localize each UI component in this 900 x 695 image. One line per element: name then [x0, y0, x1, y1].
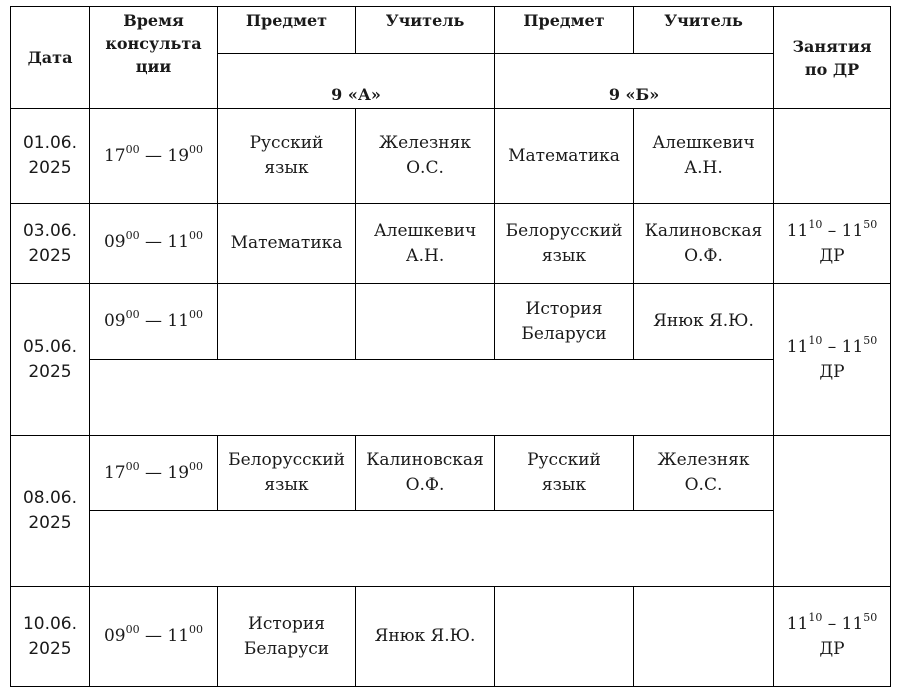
teacher-b-cell: Калиновская О.Ф. [634, 204, 774, 284]
header-class-a: 9 «А» [218, 54, 495, 109]
subject-a-cell: История Беларуси [218, 587, 356, 687]
table-row [11, 284, 891, 360]
subject-a-cell: Белорусский язык [218, 436, 356, 511]
dr-cell: $11^{10} - 11^{50}$ ДР [774, 204, 891, 284]
header-teacher-a: Учитель [356, 7, 495, 54]
date-cell: 08.06. 2025 [11, 436, 90, 587]
time-cell: $09^{00}$ — $11^{00}$ [90, 284, 218, 360]
teacher-b-cell: Алешкевич А.Н. [634, 109, 774, 204]
date-cell: 01.06. 2025 [11, 109, 90, 204]
dr-cell: $11^{10} - 11^{50}$ ДР [774, 587, 891, 687]
header-dr: Занятия по ДР [774, 7, 891, 109]
teacher-b-cell [634, 587, 774, 687]
subject-b-cell [495, 587, 634, 687]
subject-b-cell: Белорусский язык [495, 204, 634, 284]
time-cell: $09^{00}$ — $11^{00}$ [90, 587, 218, 687]
subject-a-cell: Математика [218, 204, 356, 284]
date-cell: 05.06. 2025 [11, 284, 90, 436]
table-row [11, 204, 891, 284]
teacher-a-cell: Калиновская О.Ф. [356, 436, 495, 511]
header-date: Дата [11, 7, 90, 109]
consultation-schedule-table [10, 6, 891, 687]
table-row-blank [11, 511, 891, 587]
subject-a-cell: Русский язык [218, 109, 356, 204]
header-subject-a: Предмет [218, 7, 356, 54]
header-class-b: 9 «Б» [495, 54, 774, 109]
header-row-1 [11, 7, 891, 54]
dr-cell: $11^{10} - 11^{50}$ ДР [774, 284, 891, 436]
empty-cell [90, 360, 774, 436]
time-cell: $09^{00}$ — $11^{00}$ [90, 204, 218, 284]
date-cell: 03.06. 2025 [11, 204, 90, 284]
teacher-a-cell: Янюк Я.Ю. [356, 587, 495, 687]
subject-a-cell [218, 284, 356, 360]
dr-cell [774, 436, 891, 587]
teacher-a-cell: Железняк О.С. [356, 109, 495, 204]
table-row-blank [11, 360, 891, 436]
table-row [11, 587, 891, 687]
time-cell: $17^{00}$ — $19^{00}$ [90, 109, 218, 204]
header-time: Время консульта ции [90, 7, 218, 109]
table-row [11, 436, 891, 511]
header-teacher-b: Учитель [634, 7, 774, 54]
empty-cell [90, 511, 774, 587]
dr-cell [774, 109, 891, 204]
subject-b-cell: Русский язык [495, 436, 634, 511]
teacher-b-cell: Железняк О.С. [634, 436, 774, 511]
time-cell: $17^{00}$ — $19^{00}$ [90, 436, 218, 511]
subject-b-cell: Математика [495, 109, 634, 204]
date-cell: 10.06. 2025 [11, 587, 90, 687]
teacher-a-cell: Алешкевич А.Н. [356, 204, 495, 284]
teacher-b-cell: Янюк Я.Ю. [634, 284, 774, 360]
header-subject-b: Предмет [495, 7, 634, 54]
table-row [11, 109, 891, 204]
subject-b-cell: История Беларуси [495, 284, 634, 360]
teacher-a-cell [356, 284, 495, 360]
